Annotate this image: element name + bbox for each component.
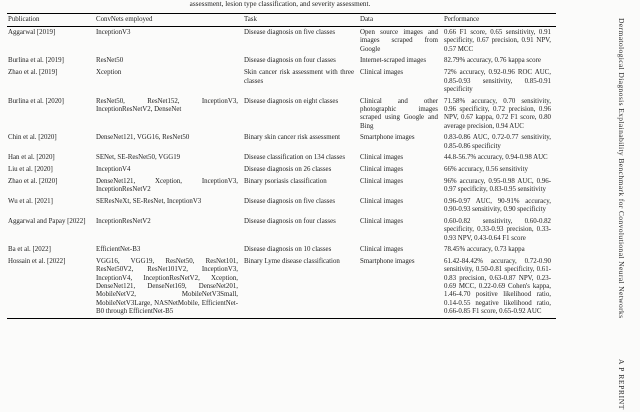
cell-data: Clinical images: [360, 166, 404, 174]
cell-publication: Aggarwal and Papay [2022]: [8, 217, 86, 225]
table-row: [7, 56, 556, 68]
cell-data: Clinical and other photographic images scraped using Google and Bing: [360, 97, 438, 130]
table-header: [7, 14, 556, 27]
cell-publication: Liu et al. [2020]: [8, 166, 53, 174]
table-row: [7, 196, 556, 216]
table-row: [7, 96, 556, 133]
cell-convnets: Xception: [96, 69, 122, 77]
cell-publication: Burlina et al. [2020]: [8, 97, 64, 105]
cell-data: Clinical images: [360, 197, 404, 205]
cell-convnets: DenseNet121, Xception, InceptionV3, InceptionResNetV2: [96, 177, 238, 194]
preprint-label-rotated: A P REPRINT: [617, 358, 626, 410]
cell-task: Disease diagnosis on eight classes: [244, 97, 339, 105]
cell-publication: Han et al. [2020]: [8, 154, 55, 162]
cell-convnets: InceptionV3: [96, 29, 131, 37]
cell-publication: Chin et al. [2020]: [8, 134, 57, 142]
literature-review-table: [7, 13, 556, 319]
cell-performance: 61.42-84.42% accuracy, 0.72-0.90 sensitivity, 0.50-0.81 specificity, 0.61-0.83 precision, 0.63-0.87 NPV, 0.23-0.69 MCC, 0.22-0.69 Cohen's kappa, 1.46-4.70 positive likelihood ratio, 0.14-0.55 negative likelihood ratio, 0.66-0.85 F1 score, 0.65-0.92 AUC: [444, 257, 551, 316]
cell-convnets: ResNet50: [96, 57, 124, 65]
cell-task: Skin cancer risk assessment with three classes: [244, 69, 354, 85]
cell-performance: 71.58% accuracy, 0.70 sensitivity, 0.96 specificity, 0.72 precision, 0.96 NPV, 0.67 kappa, 0.72 F1 score, 0.80 average precision, 0.94 AUC: [444, 97, 551, 130]
cell-task: Binary skin cancer risk assessment: [244, 134, 341, 142]
cell-performance: 0.83-0.86 AUC, 0.72-0.77 sensitivity, 0.85-0.86 specificity: [444, 134, 551, 150]
cell-publication: Ba et al. [2022]: [8, 246, 51, 254]
table-row: [7, 153, 556, 165]
table-row: [7, 67, 556, 95]
cell-task: Disease diagnosis on five classes: [244, 197, 336, 205]
cell-data: Smartphone images: [360, 134, 415, 142]
cell-publication: Zhao et al. [2020]: [8, 177, 58, 185]
table-row: [7, 133, 556, 153]
cell-performance: 78.45% accuracy, 0.73 kappa: [444, 246, 525, 254]
table-row: [7, 216, 556, 244]
cell-data: Clinical images: [360, 154, 404, 162]
table-caption-tail: assessment, lesion type classification, and severity assessment.: [189, 0, 371, 8]
table-row: [7, 164, 556, 176]
cell-data: Clinical images: [360, 246, 404, 254]
cell-convnets: DenseNet121, VGG16, ResNet50: [96, 134, 190, 142]
cell-publication: Zhao et al. [2019]: [8, 69, 58, 77]
cell-performance: 44.8-56.7% accuracy, 0.94-0.98 AUC: [444, 154, 548, 162]
cell-publication: Burlina et al. [2019]: [8, 57, 64, 65]
cell-task: Binary Lyme disease classification: [244, 257, 340, 265]
cell-data: Clinical images: [360, 217, 404, 225]
cell-convnets: SEResNeXt, SE-ResNet, InceptionV3: [96, 197, 202, 205]
running-header-rotated: Dermatological Diagnosis Explainability Benchmark for Convolutional Neural Networks: [617, 18, 626, 319]
cell-convnets: VGG16, VGG19, ResNet50, ResNet101, ResNet50V2, ResNet101V2, InceptionV3, InceptionV4, InceptionResNetV2, Xception, DenseNet121, DenseNet169, DenseNet201, MobileNetV2, MobileNetV3Small, MobileNetV3Large, NASNetMobile, EfficientNet-B0 through EfficientNet-B5: [96, 257, 238, 316]
cell-task: Disease diagnosis on four classes: [244, 57, 336, 65]
header-publication: Publication: [7, 14, 95, 27]
cell-performance: 96% accuracy, 0.95-0.98 AUC, 0.96-0.97 specificity, 0.83-0.95 sensitivity: [444, 177, 551, 194]
cell-task: Disease diagnosis on five classes: [244, 29, 336, 37]
table-row: [7, 27, 556, 56]
cell-convnets: InceptionResNetV2: [96, 217, 151, 225]
table-row: [7, 256, 556, 319]
cell-data: Smartphone images: [360, 257, 415, 265]
cell-task: Binary psoriasis classification: [244, 177, 327, 185]
cell-performance: 0.60-0.82 sensitivity, 0.60-0.82 specificity, 0.33-0.93 precision, 0.33-0.93 NPV, 0.43-0.64 F1 score: [444, 217, 551, 242]
cell-performance: 66% accuracy, 0.56 sensitivity: [444, 166, 528, 174]
header-convnets: ConvNets employed: [95, 14, 243, 27]
cell-task: Disease diagnosis on 10 classes: [244, 246, 332, 254]
header-data: Data: [359, 14, 443, 27]
cell-performance: 0.96-0.97 AUC, 90-91% accuracy, 0.90-0.93 sensitivity, 0.90 specificity: [444, 197, 551, 214]
cell-performance: 72% accuracy, 0.92-0.96 ROC AUC, 0.85-0.93 sensitivity, 0.85-0.91 specificity: [444, 69, 551, 93]
cell-data: Clinical images: [360, 177, 404, 185]
cell-performance: 0.66 F1 score, 0.65 sensitivity, 0.91 specificity, 0.67 precision, 0.91 NPV, 0.57 MCC: [444, 29, 551, 53]
table-row: [7, 176, 556, 196]
cell-task: Disease classification on 134 classes: [244, 154, 346, 162]
cell-convnets: ResNet50, ResNet152, InceptionV3, InceptionResNetV2, DenseNet: [96, 97, 238, 113]
cell-publication: Aggarwal [2019]: [8, 29, 56, 37]
cell-convnets: EfficientNet-B3: [96, 246, 141, 254]
table-row: [7, 245, 556, 257]
cell-task: Disease diagnosis on 26 classes: [244, 166, 332, 174]
cell-convnets: InceptionV4: [96, 166, 131, 174]
cell-data: Clinical images: [360, 69, 404, 77]
cell-task: Disease diagnosis on four classes: [244, 217, 336, 225]
cell-data: Open source images and images scraped from Google: [360, 29, 438, 53]
cell-data: Internet-scraped images: [360, 57, 427, 65]
cell-convnets: SENet, SE-ResNet50, VGG19: [96, 154, 181, 162]
table-body: [7, 27, 556, 319]
cell-performance: 82.79% accuracy, 0.76 kappa score: [444, 57, 541, 65]
header-performance: Performance: [443, 14, 556, 27]
cell-publication: Hossain et al. [2022]: [8, 257, 66, 265]
header-task: Task: [243, 14, 359, 27]
cell-publication: Wu et al. [2021]: [8, 197, 53, 205]
table-header-row: [7, 14, 556, 27]
